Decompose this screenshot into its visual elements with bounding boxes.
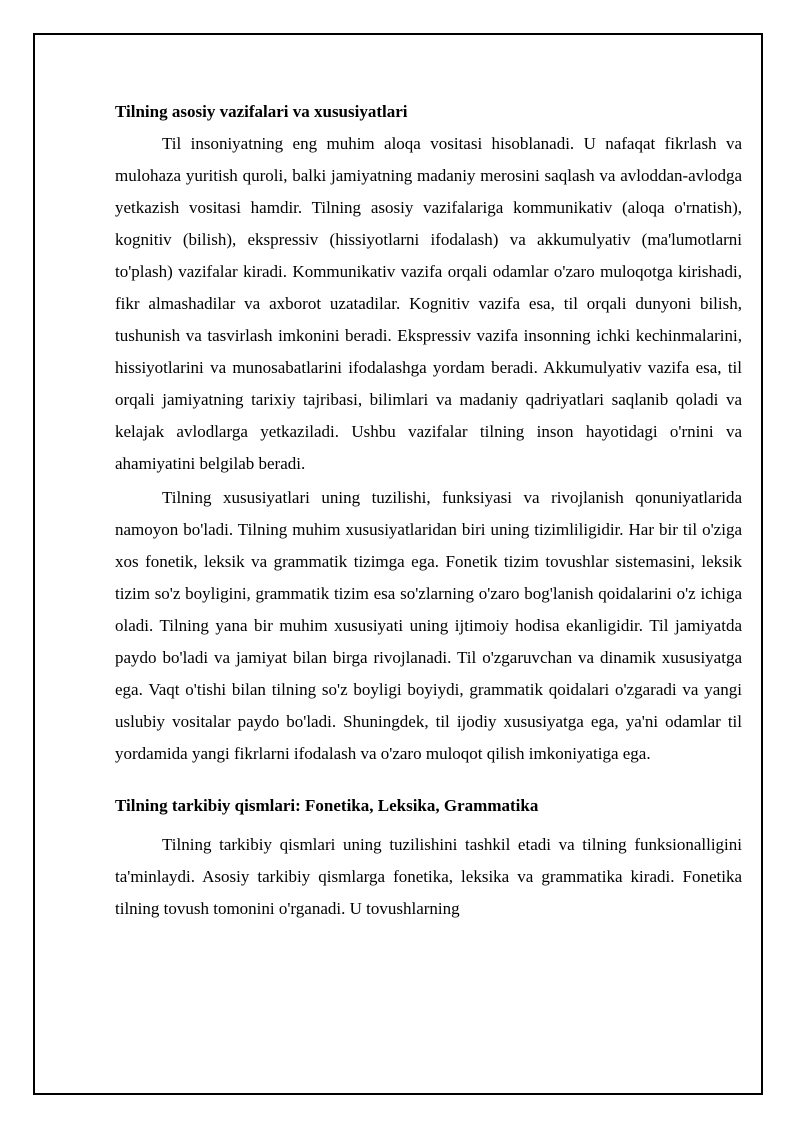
- section-heading: Tilning asosiy vazifalari va xususiyatlari: [115, 102, 408, 121]
- body-paragraph: Tilning tarkibiy qismlari uning tuzilishini tashkil etadi va tilning funksionalligini ta'minlaydi. Asosiy tarkibiy qismlarga fonetika, leksika va grammatika kiradi. Fonetika tilning tovush tomonini o'rganadi. U tovushlarning: [115, 835, 742, 918]
- section-heading: Tilning tarkibiy qismlari: Fonetika, Leksika, Grammatika: [115, 796, 539, 815]
- body-paragraph: Tilning xususiyatlari uning tuzilishi, funksiyasi va rivojlanish qonuniyatlarida namoyon bo'ladi. Tilning muhim xususiyatlaridan biri uning tizimliligidir. Har bir til o'ziga xos fonetik, leksik va grammatik tizimga ega. Fonetik tizim tovushlar sistemasini, leksik tizim so'z boyligini, grammatik tizim esa so'zlarning o'zaro bog'lanish qoidalarini o'z ichiga oladi. Tilning yana bir muhim xususiyati uning ijtimoiy hodisa ekanligidir. Til jamiyatda paydo bo'ladi va jamiyat bilan birga rivojlanadi. Til o'zgaruvchan va dinamik xususiyatga ega. Vaqt o'tishi bilan tilning so'z boyligi boyiydi, grammatik qoidalari o'zgaradi va yangi uslubiy vositalar paydo bo'ladi. Shuningdek, til ijodiy xususiyatga ega, ya'ni odamlar til yordamida yangi fikrlarni ifodalash va o'zaro muloqot qilish imkoniyatiga ega.: [115, 488, 742, 763]
- document-body: [115, 95, 742, 925]
- body-paragraph: Til insoniyatning eng muhim aloqa vositasi hisoblanadi. U nafaqat fikrlash va mulohaza yuritish quroli, balki jamiyatning madaniy merosini saqlash va avloddan-avlodga yetkazish vositasi hamdir. Tilning asosiy vazifalariga kommunikativ (aloqa o'rnatish), kognitiv (bilish), ekspressiv (hissiyotlarni ifodalash) va akkumulyativ (ma'lumotlarni to'plash) vazifalar kiradi. Kommunikativ vazifa orqali odamlar o'zaro muloqotga kirishadi, fikr almashadilar va axborot uzatadilar. Kognitiv vazifa esa, til orqali dunyoni bilish, tushunish va tasvirlash imkonini beradi. Ekspressiv vazifa insonning ichki kechinmalarini, hissiyotlarini va munosabatlarini ifodalashga yordam beradi. Akkumulyativ vazifa esa, til orqali jamiyatning tarixiy tajribasi, bilimlari va madaniy qadriyatlari saqlanib qoladi va kelajak avlodlarga yetkaziladi. Ushbu vazifalar tilning inson hayotidagi o'rnini va ahamiyatini belgilab beradi.: [115, 134, 742, 473]
